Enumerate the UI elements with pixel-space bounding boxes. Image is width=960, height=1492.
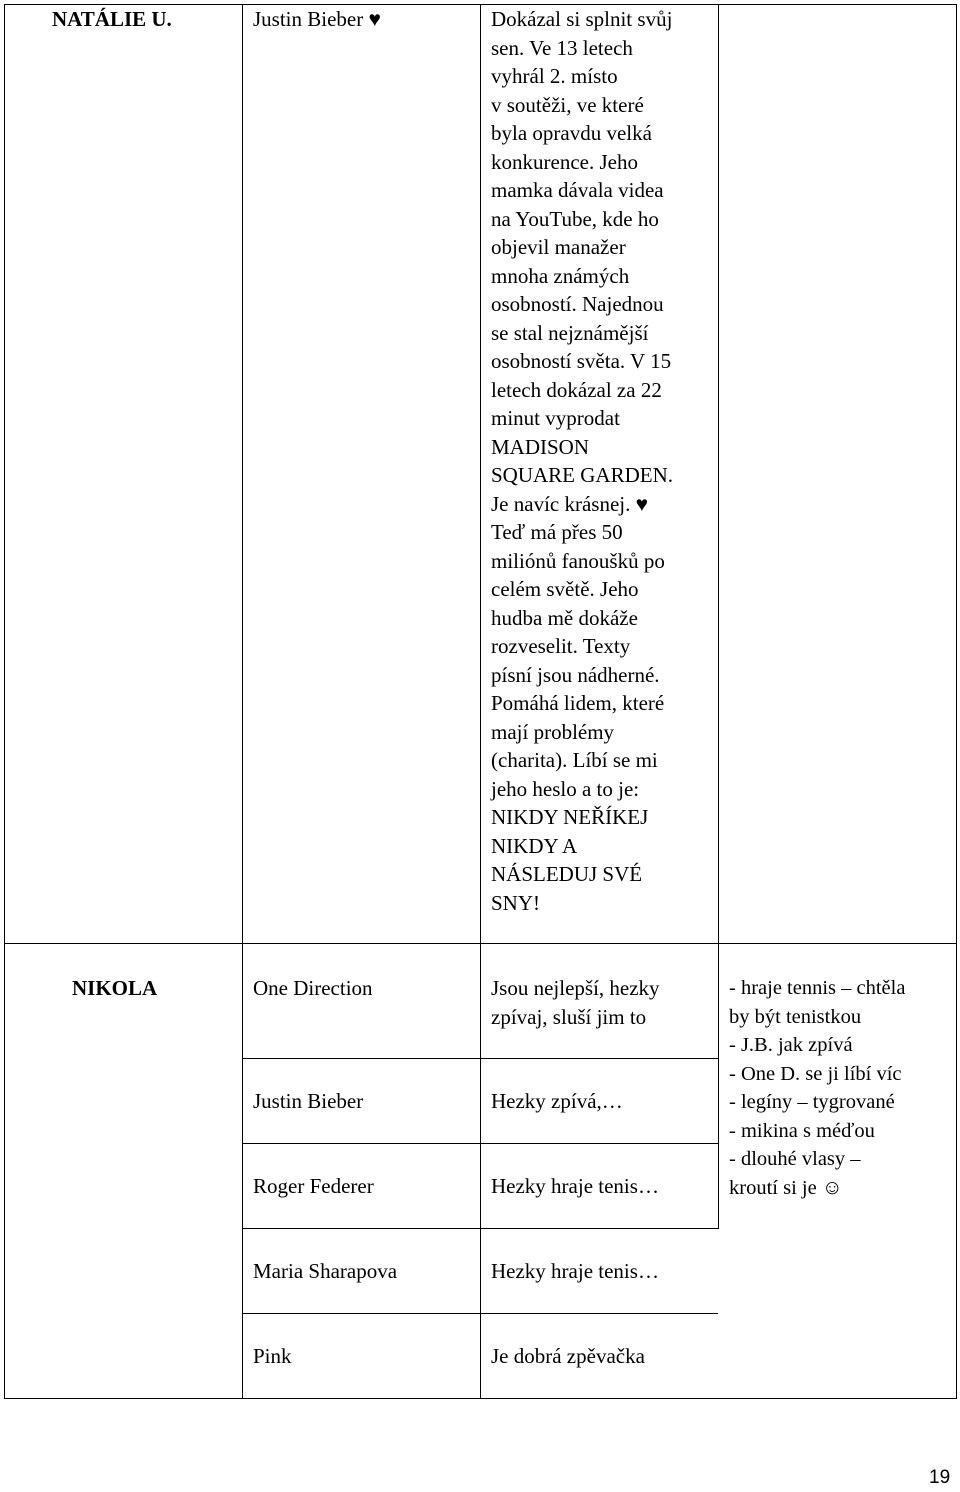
text-line: objevil manažer xyxy=(491,235,626,259)
text-line: SNY! xyxy=(491,890,541,915)
column-divider xyxy=(242,4,243,1399)
idol-reason: Hezky zpívá,… xyxy=(491,1089,623,1113)
text-line: hudba mě dokáže xyxy=(491,605,638,630)
text-line: mnoha známých xyxy=(491,263,630,288)
text-line: (charita). Líbí se mi xyxy=(491,748,658,772)
idol-reason: Je dobrá zpěvačka xyxy=(491,1344,645,1368)
notes xyxy=(729,974,905,1202)
text-line: - hraje tennis – chtěla xyxy=(729,977,906,999)
text-line: sen. Ve 13 letech xyxy=(491,35,633,60)
idol-name: Maria Sharapova xyxy=(253,1259,398,1283)
text-line: letech dokázal za 22 xyxy=(491,377,662,402)
text-line: Pomáhá lidem, které xyxy=(491,691,665,715)
text-line: konkurence. Jeho xyxy=(491,149,638,174)
text-line: rozveselit. Texty xyxy=(491,634,631,658)
text-line: v soutěži, ve které xyxy=(491,92,644,117)
text-line: - dlouhé vlasy – xyxy=(729,1148,861,1170)
column-divider xyxy=(718,4,719,1229)
text-line: na YouTube, kde ho xyxy=(491,206,659,231)
text-line: mamka dávala videa xyxy=(491,178,664,202)
idol-reason: Hezky hraje tenis… xyxy=(491,1259,659,1283)
column-divider xyxy=(480,4,481,1399)
text-line: Teď má přes 50 xyxy=(491,520,623,544)
text-line: Dokázal si splnit svůj xyxy=(491,7,673,31)
text-line: minut vyprodat xyxy=(491,406,620,430)
text-line: NÁSLEDUJ SVÉ xyxy=(491,862,643,886)
idol-name: One Direction xyxy=(253,976,373,1000)
text-line: se stal nejznámější xyxy=(491,320,649,345)
text-line: celém světě. Jeho xyxy=(491,577,639,601)
text-line: osobností. Najednou xyxy=(491,292,664,316)
table-border-left xyxy=(4,4,5,1399)
text-line: kroutí si je ☺ xyxy=(729,1176,843,1199)
text-line: NIKDY NEŘÍKEJ xyxy=(491,805,649,829)
text-line: NIKDY A xyxy=(491,833,578,858)
text-line: - J.B. jak zpívá xyxy=(729,1034,853,1056)
idol-name: Justin Bieber ♥ xyxy=(253,7,381,31)
person-name: NIKOLA xyxy=(72,976,158,1000)
text-line: miliónů fanoušků po xyxy=(491,548,665,573)
text-line: - One D. se ji líbí víc xyxy=(729,1062,902,1085)
table-border-right xyxy=(956,4,957,1399)
text-line: zpívaj, sluší jim to xyxy=(491,1004,647,1029)
text-line: by být tenistkou xyxy=(729,1005,862,1028)
text-line: - legíny – tygrované xyxy=(729,1091,895,1113)
text-line: mají problémy xyxy=(491,719,615,744)
idol-name: Pink xyxy=(253,1344,292,1368)
text-line: MADISON xyxy=(491,434,590,459)
page-number: 19 xyxy=(929,1467,951,1488)
person-name: NATÁLIE U. xyxy=(52,7,172,31)
text-line: - mikina s méďou xyxy=(729,1119,875,1142)
text-line: jeho heslo a to je: xyxy=(491,776,640,801)
text-line: Jsou nejlepší, hezky xyxy=(491,976,660,1000)
idol-name: Justin Bieber xyxy=(253,1089,364,1113)
idol-reason xyxy=(491,974,660,1031)
text-line: vyhrál 2. místo xyxy=(491,64,618,88)
idol-reason xyxy=(491,5,673,917)
idol-name: Roger Federer xyxy=(253,1174,374,1198)
idol-reason: Hezky hraje tenis… xyxy=(491,1174,659,1198)
text-line: byla opravdu velká xyxy=(491,121,652,145)
text-line: SQUARE GARDEN. xyxy=(491,463,674,487)
text-line: Je navíc krásnej. ♥ xyxy=(491,491,649,516)
text-line: osobností světa. V 15 xyxy=(491,349,672,373)
text-line: písní jsou nádherné. xyxy=(491,662,660,687)
